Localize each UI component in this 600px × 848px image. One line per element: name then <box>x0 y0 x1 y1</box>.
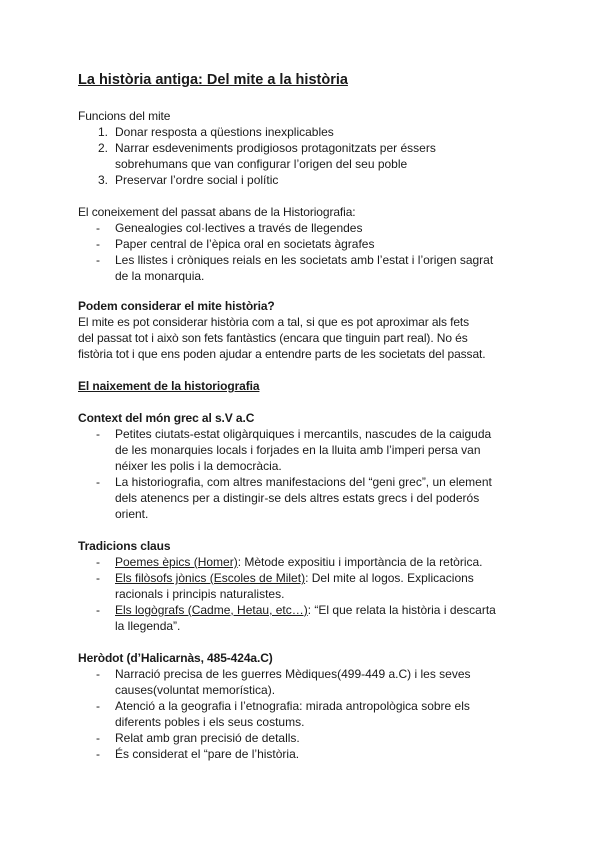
document-title: La història antiga: Del mite a la història <box>78 72 348 88</box>
list-item-continuation: racionals i principis naturalistes. <box>115 587 285 601</box>
list-item: Petites ciutats-estat oligàrquiques i mercantils, nascudes de la caiguda <box>115 427 492 441</box>
list-number: 3. <box>98 173 109 187</box>
bullet-dash: - <box>96 555 100 569</box>
list-number: 1. <box>98 125 109 139</box>
naixement-heading: El naixement de la historiografia <box>78 379 260 393</box>
list-item: Atenció a la geografia i l’etnografia: mirada antropològica sobre els <box>115 699 470 713</box>
term-underlined: Poemes èpics (Homer) <box>115 555 238 569</box>
list-item-continuation: causes(voluntat memorística). <box>115 683 276 697</box>
list-item-continuation: de la monarquia. <box>115 269 205 283</box>
list-item: Donar resposta a qüestions inexplicables <box>115 125 334 139</box>
bullet-dash: - <box>96 667 100 681</box>
bullet-dash: - <box>96 731 100 745</box>
bullet-dash: - <box>96 221 100 235</box>
list-item-continuation: néixer les polis i la democràcia. <box>115 459 282 473</box>
funcions-heading: Funcions del mite <box>78 109 171 123</box>
list-item: Genealogies col·lectives a través de llegendes <box>115 221 363 235</box>
list-item: Les llistes i cròniques reials en les societats amb l’estat i l’origen sagrat <box>115 253 494 267</box>
list-item: Relat amb gran precisió de detalls. <box>115 731 300 745</box>
list-item: Preservar l’ordre social i polític <box>115 173 279 187</box>
bullet-dash: - <box>96 253 100 267</box>
bullet-dash: - <box>96 237 100 251</box>
tradicions-heading: Tradicions claus <box>78 539 171 553</box>
paragraph-line: fistòria tot i que ens poden ajudar a entendre parts de les societats del passat. <box>78 347 486 361</box>
list-item: És considerat el “pare de l’història. <box>115 747 300 761</box>
coneixement-heading: El coneixement del passat abans de la Historiografia: <box>78 205 356 219</box>
paragraph-line: del passat tot i això son fets fantàstics (encara que tinguin part real). No és <box>78 331 468 345</box>
paragraph-line: El mite es pot considerar història com a tal, si que es pot aproximar als fets <box>78 315 470 329</box>
list-item-continuation: diferents pobles i els seus costums. <box>115 715 305 729</box>
list-item <box>115 554 483 570</box>
term-description: : “El que relata la història i descarta <box>307 603 496 617</box>
term-underlined: Els filòsofs jònics (Escoles de Milet) <box>115 571 306 585</box>
bullet-dash: - <box>96 427 100 441</box>
podem-heading: Podem considerar el mite història? <box>78 299 275 313</box>
list-item <box>115 570 474 586</box>
list-number: 2. <box>98 141 109 155</box>
list-item-continuation: la llegenda”. <box>115 619 181 633</box>
list-item: Paper central de l’èpica oral en societats àgrafes <box>115 237 375 251</box>
list-item: Narració precisa de les guerres Mèdiques(499-449 a.C) i les seves <box>115 667 471 681</box>
herodot-heading: Heròdot (d’Halicarnàs, 485-424a.C) <box>78 651 273 665</box>
term-underlined: Els logògrafs (Cadme, Hetau, etc…) <box>115 603 308 617</box>
bullet-dash: - <box>96 747 100 761</box>
context-heading: Context del món grec al s.V a.C <box>78 411 255 425</box>
bullet-dash: - <box>96 475 100 489</box>
list-item <box>115 602 496 618</box>
term-description: : Del mite al logos. Explicacions <box>305 571 474 585</box>
bullet-dash: - <box>96 699 100 713</box>
term-description: : Mètode expositiu i importància de la retòrica. <box>237 555 483 569</box>
list-item-continuation: de les monarquies locals i forjades en la lluita amb l’imperi persa van <box>115 443 481 457</box>
bullet-dash: - <box>96 603 100 617</box>
bullet-dash: - <box>96 571 100 585</box>
list-item: La historiografia, com altres manifestacions del “geni grec”, un element <box>115 475 492 489</box>
list-item-continuation: sobrehumans que van configurar l’origen del seu poble <box>115 157 408 171</box>
list-item: Narrar esdeveniments prodigiosos protagonitzats per éssers <box>115 141 436 155</box>
list-item-continuation: orient. <box>115 507 149 521</box>
list-item-continuation: dels atenencs per a distingir-se dels altres estats grecs i del poderós <box>115 491 480 505</box>
